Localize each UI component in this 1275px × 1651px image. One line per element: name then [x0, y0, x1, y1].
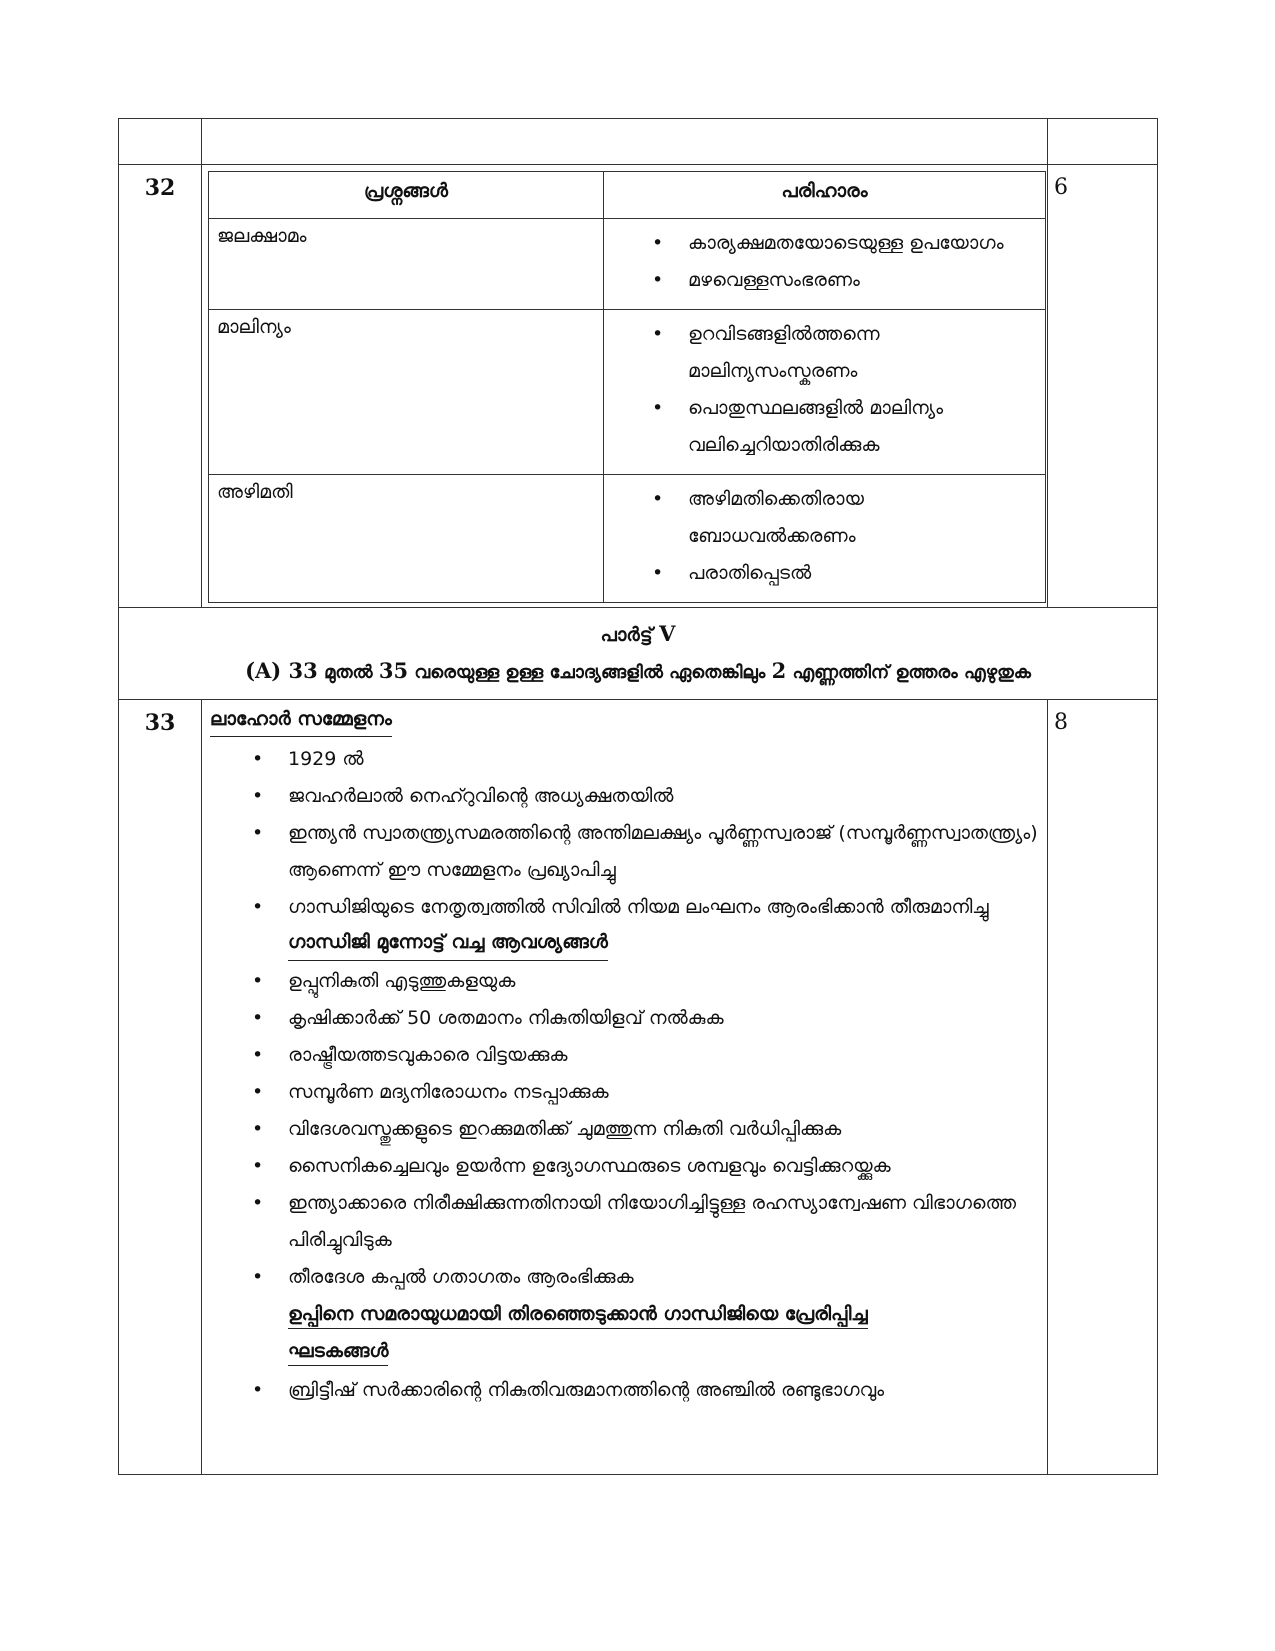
problem-solution-table: [208, 171, 1046, 603]
list-item: • ഗാന്ധിജിയുടെ നേതൃത്വത്തിൽ സിവിൽ നിയമ ലംഘനം ആരംഭിക്കാൻ തീരുമാനിച്ചു: [288, 889, 1047, 926]
empty-cell: [119, 119, 202, 165]
list-item: • തീരദേശ കപ്പൽ ഗതാഗതം ആരംഭിക്കുക: [288, 1259, 1047, 1296]
list-item: • ബ്രിട്ടീഷ് സർക്കാരിന്റെ നികുതിവരുമാനത്തിന്റെ അഞ്ചിൽ രണ്ടുഭാഗവും: [288, 1372, 1047, 1409]
problem-cell: അഴിമതി: [209, 475, 604, 603]
header-problems: പ്രശ്നങ്ങൾ: [209, 172, 604, 219]
list-item: • ഇന്ത്യാക്കാരെ നിരീക്ഷിക്കുന്നതിനായി നിയോഗിച്ചിട്ടുള്ള രഹസ്യാന്വേഷണ വിഭാഗത്തെ പിരിച്ചുവിടുക: [288, 1185, 1047, 1259]
part-numeral: V: [659, 621, 676, 646]
question-33-answer: [202, 700, 1048, 1475]
question-number: 33: [119, 700, 202, 1475]
list-item: • 1929 ൽ: [288, 741, 1047, 778]
table-row: [209, 475, 1046, 603]
table-row: [209, 219, 1046, 310]
list-item: • പൊതുസ്ഥലങ്ങളിൽ മാലിന്യം വലിച്ചെറിയാതിരിക്കുക: [688, 390, 1037, 464]
part-title: [119, 616, 1157, 653]
list-item: • കൃഷിക്കാർക്ക് 50 ശതമാനം നികുതിയിളവ് നൽകുക: [288, 1000, 1047, 1037]
solution-cell: [604, 475, 1046, 603]
list-item: • കാര്യക്ഷമതയോടെയുള്ള ഉപയോഗം: [688, 225, 1037, 262]
list-item: • സമ്പൂർണ മദ്യനിരോധനം നടപ്പാക്കുക: [288, 1074, 1047, 1111]
instruction-number: 2: [771, 658, 787, 683]
instruction-text: വരെയുള്ള ഉള്ള ചോദ്യങ്ങളിൽ ഏതെങ്കിലും: [414, 662, 766, 683]
question-marks: 8: [1048, 700, 1158, 1475]
part-header-row: [119, 608, 1158, 700]
answer-key-table: [118, 118, 1158, 1475]
list-item: • മഴവെള്ളസംഭരണം: [688, 262, 1037, 299]
list-item: • രാഷ്ട്രീയത്തടവുകാരെ വിട്ടയക്കുക: [288, 1037, 1047, 1074]
empty-top-row: [119, 119, 1158, 165]
list-item: • അഴിമതിക്കെതിരായ ബോധവൽക്കരണം: [688, 481, 1037, 555]
instruction-text: മുതൽ: [324, 662, 373, 683]
problem-cell: ജലക്ഷാമം: [209, 219, 604, 310]
question-33-row: [119, 700, 1158, 1475]
question-32-answer: [202, 165, 1048, 608]
list-item: • സൈനികച്ചെലവും ഉയർന്ന ഉദ്യോഗസ്ഥരുടെ ശമ്പളവും വെട്ടിക്കുറയ്ക്കുക: [288, 1148, 1047, 1185]
list-item: • ഉപ്പുനികുതി എടുത്തുകളയുക: [288, 963, 1047, 1000]
question-marks: 6: [1048, 165, 1158, 608]
question-32-row: [119, 165, 1158, 608]
list-item: • ജവഹർലാൽ നെഹ്റുവിന്റെ അധ്യക്ഷതയിൽ: [288, 778, 1047, 815]
answer-heading: ലാഹോർ സമ്മേളനം: [210, 706, 392, 737]
part-instruction: [119, 653, 1157, 691]
factors-list: [210, 1372, 1047, 1409]
table-row: [209, 310, 1046, 475]
part-title-text: പാർട്ട്: [600, 624, 653, 646]
header-solution: പരിഹാരം: [604, 172, 1046, 219]
list-item: • വിദേശവസ്തുക്കളുടെ ഇറക്കുമതിക്ക് ചുമത്തുന്ന നികുതി വർധിപ്പിക്കുക: [288, 1111, 1047, 1148]
subheading-salt-factors: [288, 1296, 928, 1370]
list-item: • ഇന്ത്യൻ സ്വാതന്ത്ര്യസമരത്തിന്റെ അന്തിമലക്ഷ്യം പൂർണ്ണസ്വരാജ് (സമ്പൂർണ്ണസ്വാതന്ത്ര്യം) ആണെന്ന് ഈ സമ്മേളനം പ്രഖ്യാപിച്ചു: [288, 815, 1047, 889]
instruction-text: എണ്ണത്തിന് ഉത്തരം എഴുതുക: [792, 662, 1031, 683]
instruction-number: 35: [378, 658, 409, 683]
empty-cell: [1048, 119, 1158, 165]
solution-cell: [604, 219, 1046, 310]
instruction-prefix: (A) 33: [245, 658, 318, 683]
points-list: [210, 741, 1047, 926]
subheading-text: ഉപ്പിനെ സമരായുധമായി തിരഞ്ഞെടുക്കാൻ ഗാന്ധിജിയെ പ്രേരിപ്പിച്ച ഘടകങ്ങൾ: [288, 1303, 868, 1366]
problem-cell: മാലിന്യം: [209, 310, 604, 475]
part-header: [119, 608, 1158, 700]
demands-list: [210, 963, 1047, 1296]
list-item: • പരാതിപ്പെടൽ: [688, 555, 1037, 592]
subheading-demands: ഗാന്ധിജി മുന്നോട്ട് വച്ച ആവശ്യങ്ങൾ: [288, 926, 608, 961]
table-header-row: [209, 172, 1046, 219]
list-item: • ഉറവിടങ്ങളിൽത്തന്നെ മാലിന്യസംസ്കരണം: [688, 316, 1037, 390]
solution-cell: [604, 310, 1046, 475]
question-number: 32: [119, 165, 202, 608]
empty-cell: [202, 119, 1048, 165]
